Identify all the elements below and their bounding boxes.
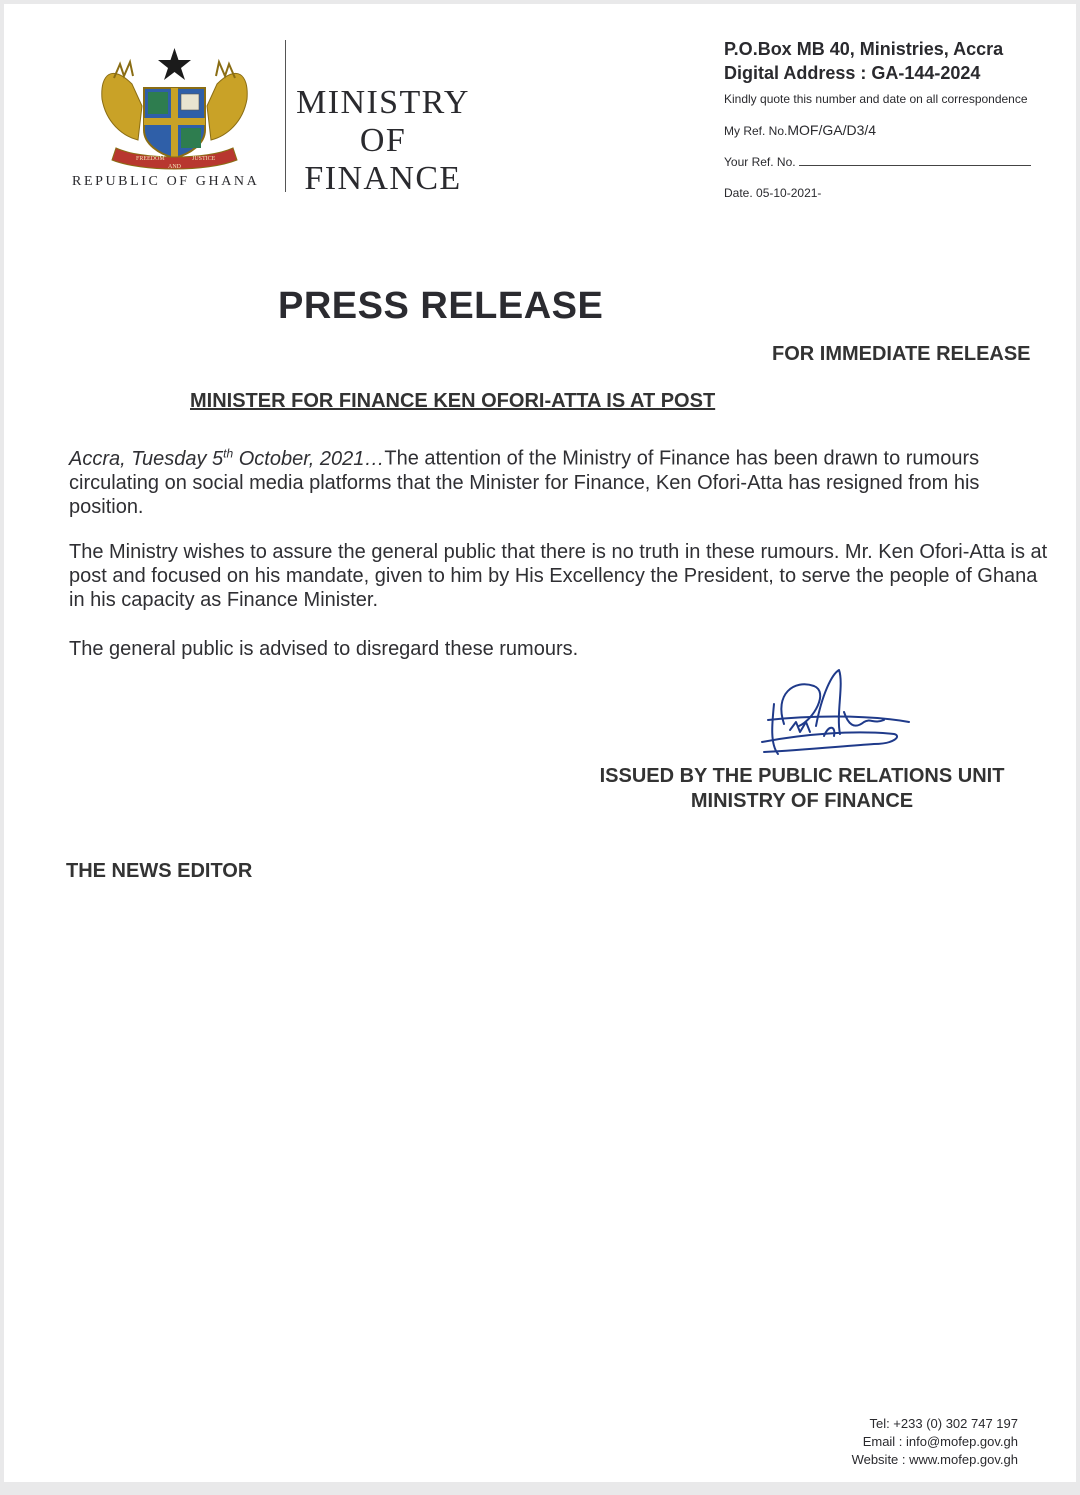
letter-date [724, 186, 821, 200]
wordmark-line: OF [359, 122, 407, 159]
paragraph-2: The Ministry wishes to assure the general public that there is no truth in these rumours. Mr. Ken Ofori-Atta is at post and focused on his mandate, given to him by His Excellency the President, to serve the people of Ghana in his capacity as Finance Minister. [69, 541, 1048, 611]
footer-website: Website : www.mofep.gov.gh [851, 1452, 1018, 1467]
press-release-page [4, 4, 1076, 1482]
your-ref-label: Your Ref. No. [724, 155, 796, 169]
ministry-of-finance-wordmark [293, 84, 473, 198]
footer-email: Email : info@mofep.gov.gh [862, 1434, 1018, 1449]
immediate-release-tag: FOR IMMEDIATE RELEASE [772, 343, 1031, 365]
date-label: Date. [724, 186, 753, 200]
wordmark-line: MINISTRY [296, 84, 470, 121]
issued-by-block [584, 764, 1020, 814]
digital-address: Digital Address : GA-144-2024 [724, 63, 981, 83]
date-value: 05-10-2021- [756, 186, 822, 200]
dateline: Accra, Tuesday 5th October, 2021… [69, 446, 385, 470]
ghana-coat-of-arms-logo [92, 44, 257, 174]
your-ref-blank-line [799, 155, 1031, 166]
contact-footer [764, 1415, 1018, 1469]
svg-text:FREEDOM: FREEDOM [136, 156, 165, 162]
footer-telephone: Tel: +233 (0) 302 747 197 [869, 1416, 1018, 1431]
recipient-news-editor: THE NEWS EDITOR [66, 860, 253, 882]
paragraph-1-body: The attention of the Ministry of Finance has been drawn to rumours circulating on social media platforms that the Minister for Finance, Ken Ofori-Atta has resigned from his position. [69, 447, 980, 518]
my-ref-label: My Ref. No. [724, 124, 788, 138]
press-release-title: PRESS RELEASE [278, 285, 604, 327]
letterhead-divider [285, 40, 286, 192]
your-ref-number [724, 155, 1031, 169]
paragraph-1 [69, 441, 1054, 519]
my-ref-value: MOF/GA/D3/4 [787, 122, 877, 138]
release-headline: MINISTER FOR FINANCE KEN OFORI-ATTA IS AT POST [190, 390, 716, 412]
wordmark-line: FINANCE [304, 160, 462, 197]
svg-text:JUSTICE: JUSTICE [192, 156, 216, 162]
svg-text:AND: AND [168, 164, 181, 170]
issuing-ministry: MINISTRY OF FINANCE [690, 790, 914, 812]
handwritten-signature [744, 664, 912, 760]
postal-address: P.O.Box MB 40, Ministries, Accra [724, 39, 1004, 59]
quote-note: Kindly quote this number and date on all correspondence [724, 92, 1028, 106]
my-ref-number [724, 122, 876, 138]
republic-of-ghana-label: REPUBLIC OF GHANA [72, 174, 260, 189]
paragraph-3: The general public is advised to disregard these rumours. [69, 638, 579, 660]
issued-by-line: ISSUED BY THE PUBLIC RELATIONS UNIT [599, 765, 1005, 787]
